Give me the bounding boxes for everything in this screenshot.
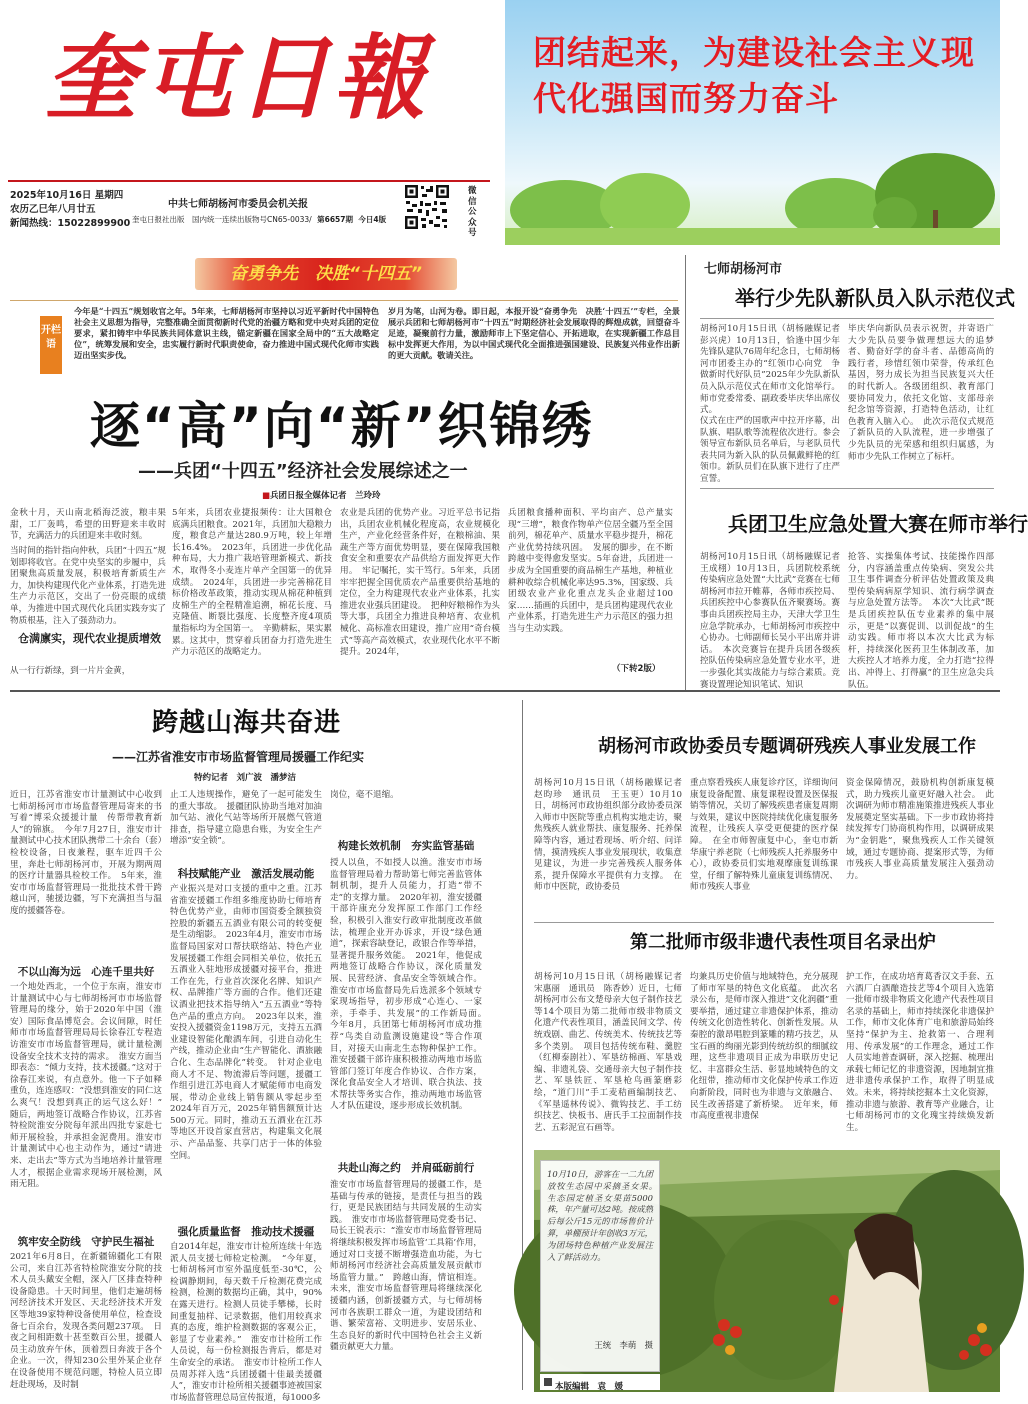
first-aid-contest-headline: 兵团卫生应急处置大赛在师市举行 (728, 512, 1028, 536)
slogan-banner (505, 0, 1000, 245)
lunar-date: 农历乙巳年八月廿五 (10, 204, 96, 215)
lead-byline-text: 兵团日报全媒体记者 兰玲玲 (270, 491, 381, 501)
byline-marker-icon: ■ (262, 491, 271, 501)
publisher-line: 中共七师胡杨河市委员会机关报 (168, 199, 308, 210)
page-editor-box (540, 1374, 660, 1390)
huaian-col3-para-3: 淮安市市场监督管理局的援疆工作，是基础与传承的链接，是责任与担当的践行，更是民族团结与共同发展的生动实践。 淮安市市场监督管理局党委书记、局长王锐表示：“淮安市市场监督管理局将继续积极发挥市场监管‘工具箱’作用，通过对口支援不断增强造血功能，为七师胡杨河市经济社会高质量发展贡献市场监管力量。” 跨越山海，情谊相连。未来，淮安市场监督管理局将继续深化援疆内涵，创新援疆方式，与七师胡杨河市各族职工群众一道，为建设团结和谐、繁荣富裕、文明进步、安居乐业、生态良好的新时代中国特色社会主义新疆贡献更大力量。 (330, 1180, 482, 1353)
cppcc-headline: 胡杨河市政协委员专题调研残疾人事业发展工作 (598, 736, 976, 757)
lead-subtitle: ——兵团“十四五”经济社会发展综述之一 (138, 461, 468, 482)
lead-byline (262, 489, 381, 501)
huaian-col2-para-3: 自2014年起，淮安市计检所连续十年选派人员支援七师检定检测。 “今年夏，七师胡杨河市室外温度低至-30℃，公检调静期间，每天数千斤检测花费完成检测，检测的数据均正确，其中，90%在露天进行。检测人员徒手攀梯，长时间重复抽样、记录数据，他们用较真求真的态度，维护检测数据的客观公正，彰显了专业素养。” 淮安市计检所工作人员说，每一份检测报告背后，都是对生命安全的承诺。 淮安市计检所工作人员周苏祥入选“兵团援疆十佳最美援疆人”，淮安市计检所相关援疆事迹被国家市场监督管理总局宣传报道，每1000多 (170, 1242, 322, 1403)
heritage-col3: 护工作，在成功培育葛香汉文手套、五六酒厂白酒酿造技艺等4个项目入选第一批师市级非物质文化遗产代表性项目名录的基础上，师市持续深化非遗保护工作，师市文化体育广电和旅游局始终坚持“保护为主、抢救第一、合理利用、传承发展”的工作理念，通过工作人员实地普查调研，深入挖掘、梳理出承载七师记忆的非遗资源，因地制宜推进非遗传承保护工作，取得了明显成效。未来，将持续挖掘本土文化资源，推动非遗与旅游、教育等产业融合，让七师胡杨河市的文化瑰宝持续焕发新生。 (846, 972, 994, 1133)
wechat-label: 微信公众号 (468, 186, 477, 238)
lead-section-head: 仓满廪实，现代农业提质增效 (18, 632, 161, 645)
continued-note: （下转2版） (612, 664, 661, 674)
heritage-headline: 第二批师市级非遗代表性项目名录出炉 (630, 932, 936, 953)
editor-note-tag: 开栏语 (40, 316, 62, 374)
column-banner (195, 258, 457, 290)
issue-number: 第6657期 (317, 215, 353, 224)
huaian-col1-para-1: 近日，江苏省淮安市计量测试中心收到七师胡杨河市市场监督管理局寄来的书写着“博采众援援计量 传帮带教育新人”的锦旗。 今年7月27日，淮安市计量测试中心技术团队携带二十余台（套）检校设备，日夜兼程，驱车近四千公里，奔赴七师胡杨河市，开展为期两周的医疗计量器具检校工作。 5年来，淮安市市场监督管理局一批批技术骨干跨越山河，驰援边疆，写下充满担当与温度的援疆答卷。 (10, 790, 162, 916)
photo-caption-box (540, 1160, 660, 1372)
huaian-col2-para-2: 产业振兴是对口支援的重中之重。江苏省淮安援疆工作组多维度协助七师培育特色优势产业，由师市国资委全额独资控股的新疆五五酒业有限公司的转变便是生动缩影。 2023年4月，淮安市市场监督局国家对口帮扶联络站、特色产业发展援疆工作组会同相关单位，依托五五酒业入驻地形成援疆对接平台，推进工作在先，行业首次深化名牌、知识产权、品牌推广等方面的合作。他们还建议酒业把技术指导纳入“五五酒业”等特色产品的重点方向。 2023年以来，淮安投入援疆资金1198万元，支持五五酒业建设智能化酿酒车间，引进自动化生产线，推动企业由“生产智能化、酒旅融合化、生态品牌化”转变。 针对企业电商人才不足、物流滞后等问题，援疆工作组引进江苏电商人才赋能师市电商发展，带动企业线上销售额从零起步至2024年百万元，2025年销售额预计达500万元。同时，推动五五酒业在江苏等地区开设首家直营店，构建集文化展示、产品品鉴、共享门店于一体的体验空间。 (170, 884, 322, 1161)
cppcc-col2: 重点察看残疾人康复诊疗区，详细询问康复设备配置、康复课程设置及医保报销等情况，关切了解残疾患者康复周期与效果，建议中医院持续优化康复服务流程，让残疾人享受更便捷的医疗保障。 在全市师智康复中心，奎屯市新华康宁养老院（七师残疾人托养服务中心），政协委员们实地观摩康复训练课堂，仔细了解特殊儿童康复训练情况、师市残疾人事业 (690, 778, 838, 893)
publication-number: 奎屯日报社出版 国内统一连续出版物号CN65-0033/ (132, 215, 312, 224)
pioneers-col1-para-1: 胡杨河10月15日讯（胡杨融媒记者 彭兴虎）10月13日，恰逢中国少年先锋队建队76周年纪念日，七师胡杨河市团委主办的“红领巾心向党 争做新时代好队员”2025年少先队新队员入队示范仪式在师市文化馆举行。师市党委常委、副政委毕庆华出席仪式。 (700, 324, 849, 416)
huaian-col2-para-1: 止工人违规操作，避免了一起可能发生的重大事故。 援疆团队协助当地对加油加气站、液化气站等场所开展燃气管道排查，指导建立隐患台账，为安全生产增添“安全锁”。 (170, 790, 322, 847)
huaian-section-head-6: 共赴山海之约 并肩砥砺前行 (337, 1162, 475, 1174)
pioneers-col2: 毕庆华向新队员表示祝贺，并寄语广大少先队员要争做理想远大的追梦者、勤奋好学的奋斗者、品德高尚的践行者，珍惜红领巾荣誉，传承红色基因，努力成长为担当民族复兴大任的时代新人。各级团组织、教育部门要协同发力，依托文化馆、支部母亲纪念馆等资源，打造特色活动，让红色教育入脑入心。 此次示范仪式规范了新队员的入队流程，进一步增强了少先队员的光荣感和组织归属感，为师市少先队工作树立了标杆。 (848, 324, 994, 462)
huaian-col1-para-3: 2021年6月8日，在新疆锦疆化工有限公司，来自江苏省特检院淮安分院的技术人员头戴安全帽，深入厂区排查特种设备隐患。十天时间里，他们走遍胡杨河经济技术开发区、天北经济技术开发区等地39家特种设备使用单位，检查设备七百余台，发现各类问题237项。 日夜之间相距数十甚至数百公里，援疆人员主动放弃午休，顶着烈日奔波于各个企业。一次，得知230公里外某企业存在设备使用不规范问题，特检人员立即赶赴现场，及时制 (10, 1252, 162, 1390)
lead-col1-para-1: 金秋十月，天山南北稻海泛波，粮丰果甜，工厂轰鸣，希望的田野迎来丰收时节，充满活力的兵团迎来丰收时刻。 (10, 508, 166, 542)
editor-note-para-2: 岁月为笔，山河为卷。即日起，本报开设“奋勇争先 决胜‘十四五’”专栏，全景展示兵团和七师胡杨河市“十四五”时期经济社会发展取得的辉煌成就，回望奋斗足迹，凝聚前行力量，激励师市上下坚定信心、开拓进取，在实现新疆工作总目标中发挥更大作用，为以中国式现代化全面推进强国建设、民族复兴伟业作出新的更大贡献。敬请关注。 (388, 306, 680, 360)
editor-note (40, 306, 680, 384)
huaian-col3-para-2: 授人以鱼，不如授人以渔。淮安市市场监督管理局着力帮助第七师完善监管体制机制，提升人员能力，打造“带不走”的支撑力量。 2020年初，淮安援疆干部许康充分发挥原工作部门工作经验，积极引入淮安行政审批制度改革做法，梳理企业开办诉求，开设“绿色通道”，探索容缺登记，政银合作等举措，显著提升服务效能。 2021年，他促成两地签订战略合作协议，深化质量发展、民营经济、食品安全等领域合作。淮安市市场监督局先后选派多个领域专家现场指导，初步形成“心连心、一家亲，手牵手、共发展”的工作新局面。 今年8月，兵团第七师胡杨河市成功推荐“鸟类自动监测设施建设”等合作项目，对接天山南北生态物种保护工作。淮安援疆干部许康积极推动两地市场监管部门签订年度合作协议、合作方案，深化食品安全人才培训、联合执法、技术帮扶等务实合作，推动两地市场监管人才队伍建设，逐步形成长效机制。 (330, 858, 491, 1112)
photo-caption-text: 10月10日，游客在一二九团放牧生态园中采摘圣女果。 生态园定植圣女果苗5000株，年产量可达2吨。按成熟后每公斤15元的市场售价计算，单棚预计年创收3万元，为团场特色种植产业发展注入了鲜活动力。 (547, 1169, 662, 1262)
lead-col2: 5年来，兵团农业捷报频传：让大国粮仓底满兵团粮食。2021年，兵团加大稳粮力度，粮食总产量达280.9万吨，较上年增长16.4%。 2023年，兵团进一步优化品种布局，大力推广栽培管理新模式、新技术，取得冬小麦连片单产全国第一的优异成绩。 2024年，兵团进一步完善棉花目标价格改革政策，推动实现从棉花种植到皮棉生产的全程精准追溯，棉花长度、马克隆值、断裂比强度、长度整齐度4项质量指标均为全国第一。 辛勤耕耘，果实累累。这其中，贯穿着兵团奋力打造先进生产力示范区的战略定力。 (172, 508, 332, 658)
photo-credit: 王统 李萌 摄 (594, 1340, 653, 1350)
lead-col1-para-3: 从一行行新绿，到一片片金黄， (10, 666, 131, 676)
editor-note-para-1: 今年是“十四五”规划收官之年。5年来，七师胡杨河市坚持以习近平新时代中国特色社会主义思想为指导，完整准确全面贯彻新时代党的治疆方略和党中央对兵团的定位要求，紧扣铸牢中华民族共同体意识主线，锚定新疆在国家全局中的“五大战略定位”，统筹发展和安全，忠实履行新时代职责使命，奋力推进中国式现代化师市实践迈出坚实步伐。 (74, 306, 379, 360)
publication-info (132, 214, 386, 225)
news-hotline: 新闻热线：15022899900 (10, 218, 131, 229)
cppcc-col1: 胡杨河10月15日讯（胡杨融媒记者 赵昀珍 通讯员 王玉更）10月10日，胡杨河市政协组织部分政协委员深入师市中医院等重点机构实地走访，聚焦残疾人就业帮扶、康复服务、托养保障等内容，通过看现场、听介绍、问详情，摸清残疾人事业发展现状，收集意见建议，为进一步完善残疾人服务体系，提升保障水平提供有力支撑。 在师市中医院，政协委员 (534, 778, 691, 893)
column-banner-title: 奋勇争先 决胜“十四五” (230, 264, 422, 284)
lead-col1-para-2: 当时间的指针指向仲秋，兵团“十四五”规划即将收官。在党中央坚实的步履中，兵团聚焦高质量发展，积极培育新质生产力，加快构建现代化产业体系，打造先进生产力示范区，交出了一份亮眼的成绩单，为推进中国式现代化兵团实践夯实了物质根基，注入了强劲动力。 (10, 546, 166, 626)
lead-col4: 兵团粮食播种面积、平均亩产、总产量实现“三增”，粮食作物单产位居全疆乃至全国前列，棉花单产、质量水平稳步提升，棉花产业优势持续巩固。 发展的脚步，在不断跨越中变得愈发坚实。5年奋进，兵团进一步成为全国重要的商品棉生产基地，种植业耕种收综合机械化率达95.3%，国家级、兵团级农业产业化重点龙头企业超过100家……插画的兵团中，是兵团构建现代农业产业体系，打造先进生产力示范区的强力担当与生动实践。 (508, 508, 673, 634)
huaian-section-head-4: 强化质量监督 推动技术援疆 (177, 1226, 315, 1238)
huaian-section-head-1: 不以山海为远 心连千里共好 (17, 966, 155, 978)
lead-headline: 逐“高”向“新”织锦绣 (90, 397, 594, 455)
pioneers-headline: 举行少先队新队员入队示范仪式 (735, 286, 1015, 310)
pioneers-kicker: 七师胡杨河市 (704, 262, 783, 277)
issue-date: 2025年10月16日 星期四 (10, 190, 124, 201)
page-editor: 本版编辑 袁 媛 (555, 1382, 624, 1392)
heritage-col2: 均兼具历史价值与地域特色，充分展现了师市军垦的特色文化底蕴。 此次名录公布，是师市深入推进“文化润疆”重要举措，通过建立非遗保护体系，推动传统文化创造性转化、创新性发展。从秦腔的激昂唱腔到篆雕的精巧技艺，从宝石画的绚丽光影到传统纺织的细腻纹理，这些非遗项目正成为串联历史记忆、丰富群众生活、彰显地域特色的文化纽带，推动师市文化保护传承工作迈向新阶段，同时也为非遗与文旅融合、民生改善搭建了新桥梁。 近年来，师市高度重视非遗保 (690, 972, 838, 1122)
heritage-col1: 胡杨河10月15日讯（胡杨融媒记者 宋惠丽 通讯员 陈香妙）近日，七师胡杨河市公布文楚母亲大包子制作技艺等14个项目为第二批师市级非物质文化遗产代表性项目，涵盖民间文学、传统戏剧、曲艺、传统美术、传统技艺等多个类别。 项目包括传统布鞋、羹腔（红柳泰剧社）、军垦纺棉画、军垦戏编、非遗礼袋、交通母亲大包子制作技艺、军垦铁匠、军垦枪鸟画篆磨彩绘，“道门川”手工麦秸画编制技艺、《军垦遥林传说》、微钩技艺、手工纺织技艺、快板书、唐氏手工拉面制作技艺、五彩泥宣石画等。 (534, 972, 691, 1133)
lead-col3: 农业是兵团的优势产业。习近平总书记指出，兵团农业机械化程度高，农业规模化生产，产业化经营条件好，在粮棉油、果蔬生产等方面优势明显，要在保障我国粮食安全和重要农产品供给方面发挥更大作用。 牢记嘱托，实干笃行。5年来，兵团牢牢把握全国优质农产品重要供给基地的定位，全力构建现代农业产业体系，扎实推进农业强兵团建设。 把种好粮棉作为头等大事，兵团全力推进良种培育、农业机械化、高标准农田建设，推广应用“奇台模式”等高产高效模式，农业现代化水平不断提升。2024年， (340, 508, 500, 658)
huaian-section-head-3: 科技赋能产业 激活发展动能 (177, 868, 315, 880)
trees-illustration (505, 150, 1000, 245)
slogan-text: 团结起来，为建设社会主义现代化强国而努力奋斗 (533, 33, 975, 118)
pioneers-col1-para-2: 仪式在庄严的国歌声中拉开序幕，出队旗、唱队歌等流程依次进行。参会领导宣布新队员名单后，与老队员代表共同为新入队的队员佩戴鲜艳的红领巾。新队员们在队旗下进行了庄严宣誓。 (700, 416, 840, 484)
first-aid-contest-col1: 胡杨河10月15日讯（胡杨融媒记者 王成栩）10月13日，兵团院校系统传染病应急处置“大比武”竞赛在七师胡杨河市拉开帷幕，各师市疾控局、兵团疾控中心参赛队伍齐聚赛场。赛事由兵团疾控局主办，天津大学卫生应急学院承办，七师胡杨河市疾控中心协办。七师副师长吴小平出席并讲话。 本次竞赛旨在提升兵团各级疾控队伍传染病应急处置专业水平，进一步强化其实战能力与综合素质。竞赛设置理论知识笔试、知识 (700, 552, 849, 690)
masthead (0, 0, 500, 242)
qr-code-icon (404, 184, 450, 230)
huaian-subtitle: ——江苏省淮安市市场监督管理局援疆工作纪实 (112, 750, 365, 764)
cppcc-col3: 资金保障情况，鼓励机构创新康复模式，助力残疾儿童更好融入社会。 此次调研为师市精准施策推进残疾人事业发展奠定坚实基础。下一步市政协将持续发挥专门协商机构作用，以调研成果为“金钥匙”，聚焦残疾人工作关键领域，通过专题协商、提案形式等，为师市残疾人事业高质量发展注入强劲动力。 (846, 778, 994, 881)
page-count: 今日4版 (358, 215, 387, 224)
huaian-byline: 特约记者 刘广波 潘梦洁 (194, 773, 297, 783)
huaian-col3-para-1: 岗位，毫不退缩。 (330, 790, 399, 800)
newspaper-logo: 奎屯日報 (45, 24, 430, 132)
huaian-col1-para-2: 一个地处西北，一个位于东南，淮安市计量测试中心与七师胡杨河市市场监督管理局的缘分，始于2020年中国（淮安）国际食品博览会。会议间隙，时任师市市场监督管理局局长徐春江专程造访淮安市市场监督管理局，就计量检测设备安全技术支持的需求。 淮安方面当即表态：“倾力支持，技术援疆。”这对于徐春江来说，有点意外。他一下子如释重负，连连感叹：“没想到淮安的同仁这么爽气！没想到真正的运气这么好！” 随后，两地签订战略合作协议，江苏省特检院淮安分院每年派出四批专家赴七师开展检验，并承担金泥费用。淮安市计量测试中心也主动作为，通过“请进来、走出去”等方式为当地培养计量管理人才，根据企业需求现场开展检测，风雨无阻。 (10, 982, 171, 1190)
huaian-headline: 跨越山海共奋进 (152, 708, 342, 738)
first-aid-contest-col2: 抢答、实操集体考试、技能操作四部分，内容涵盖重点传染病、突发公共卫生事件调查分析评估处置政策及典型传染病病原学知识、流行病学调查与应急处置方法等。 本次“大比武”既是兵团疾控队伍专业素养的集中展示，更是“以赛促训、以训促战”的生动实践。师市将以本次大比武为标杆，持续深化医药卫生体制改革，加大疾控人才培养力度，全力打造“拉得出、冲得上、打得赢”的卫生应急尖兵队伍。 (848, 552, 994, 690)
huaian-section-head-5: 构建长效机制 夯实监管基础 (337, 840, 475, 852)
huaian-section-head-2: 筑牢安全防线 守护民生福祉 (17, 1236, 155, 1248)
editor-marker-icon (544, 1378, 552, 1386)
